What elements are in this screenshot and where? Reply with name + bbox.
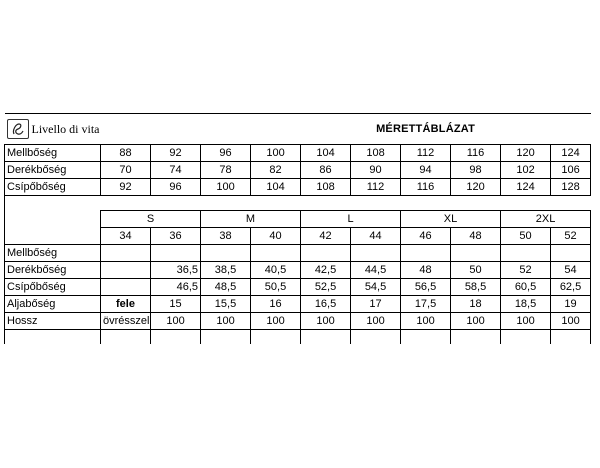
cell: 100 [501,313,551,330]
cell: 70 [101,162,151,179]
cell-note: övrésszel [101,313,151,330]
header-row [5,114,591,145]
cell: 108 [351,145,401,162]
cell: 120 [451,179,501,196]
size-group: 2XL [501,211,591,228]
cell: 58,5 [451,279,501,296]
size-group: L [301,211,401,228]
cell [301,245,351,262]
cell: 82 [251,162,301,179]
cell: 100 [151,313,201,330]
cell [201,245,251,262]
cell: 54 [551,262,591,279]
cell: 50,5 [251,279,301,296]
cell [501,245,551,262]
table2-row [5,279,591,296]
row-label: Mellbőség [5,145,101,162]
cell: 100 [201,179,251,196]
size-number: 40 [251,228,301,245]
cell [401,245,451,262]
cell: 48 [401,262,451,279]
brand-logo [5,114,201,145]
cell: 16,5 [301,296,351,313]
cell: 38,5 [201,262,251,279]
cell: 92 [101,179,151,196]
cell: 100 [201,313,251,330]
cell: 100 [551,313,591,330]
size-group: S [101,211,201,228]
spacer-row [5,196,591,211]
size-number: 52 [551,228,591,245]
cell: 128 [551,179,591,196]
spacer-row [5,330,591,345]
cell: 112 [401,145,451,162]
cell: 96 [151,179,201,196]
cell: 104 [301,145,351,162]
cell: 36,5 [151,262,201,279]
cell: 120 [501,145,551,162]
cell: 18,5 [501,296,551,313]
cell: 106 [551,162,591,179]
cell: 90 [351,162,401,179]
row-label: Derékbőség [5,162,101,179]
cell: 48,5 [201,279,251,296]
cell: 100 [401,313,451,330]
size-number: 46 [401,228,451,245]
cell: 74 [151,162,201,179]
row-label: Hossz [5,313,101,330]
cell: 52,5 [301,279,351,296]
brand-name: Livello [31,122,67,136]
cell [151,245,201,262]
cell: 100 [351,313,401,330]
cell: 15,5 [201,296,251,313]
table2-row [5,245,591,262]
row-label: Csípőbőség [5,279,101,296]
page-title: MÉRETTÁBLÁZAT [351,114,501,145]
cell: 17,5 [401,296,451,313]
cell [101,245,151,262]
cell: 94 [401,162,451,179]
cell: 104 [251,179,301,196]
cell: 116 [451,145,501,162]
table2-row [5,313,591,330]
cell: 92 [151,145,201,162]
brand-mark-icon [7,119,29,139]
size-number: 42 [301,228,351,245]
row-label: Aljabőség [5,296,101,313]
cell: 102 [501,162,551,179]
cell: 50 [451,262,501,279]
row-label: Csípőbőség [5,179,101,196]
cell: 62,5 [551,279,591,296]
cell: 100 [451,313,501,330]
table2-row [5,296,591,313]
table1-row [5,179,591,196]
cell: 40,5 [251,262,301,279]
cell [101,262,151,279]
cell: 18 [451,296,501,313]
cell-note: fele [101,296,151,313]
cell: 56,5 [401,279,451,296]
table1-row [5,145,591,162]
cell [251,245,301,262]
cell: 15 [151,296,201,313]
cell: 78 [201,162,251,179]
row-label: Derékbőség [5,262,101,279]
size-number-row [5,228,591,245]
size-chart-table [4,113,591,344]
size-number: 50 [501,228,551,245]
cell [551,245,591,262]
cell: 100 [251,145,301,162]
size-number: 38 [201,228,251,245]
cell: 17 [351,296,401,313]
cell: 124 [551,145,591,162]
cell: 19 [551,296,591,313]
size-group: M [201,211,301,228]
cell: 16 [251,296,301,313]
size-group-row [5,211,591,228]
table1-row [5,162,591,179]
cell [451,245,501,262]
size-number: 36 [151,228,201,245]
cell: 124 [501,179,551,196]
cell: 96 [201,145,251,162]
cell: 98 [451,162,501,179]
row-label: Mellbőség [5,245,101,262]
cell: 116 [401,179,451,196]
cell: 46,5 [151,279,201,296]
size-number: 34 [101,228,151,245]
cell: 100 [301,313,351,330]
table2-row [5,262,591,279]
cell: 112 [351,179,401,196]
cell: 44,5 [351,262,401,279]
cell: 108 [301,179,351,196]
size-chart-sheet [4,113,594,344]
cell: 42,5 [301,262,351,279]
cell: 60,5 [501,279,551,296]
cell: 52 [501,262,551,279]
cell: 86 [301,162,351,179]
cell: 100 [251,313,301,330]
size-number: 44 [351,228,401,245]
cell: 88 [101,145,151,162]
brand-suffix: di vita [69,122,100,136]
cell [101,279,151,296]
cell [351,245,401,262]
size-number: 48 [451,228,501,245]
cell: 54,5 [351,279,401,296]
size-group: XL [401,211,501,228]
